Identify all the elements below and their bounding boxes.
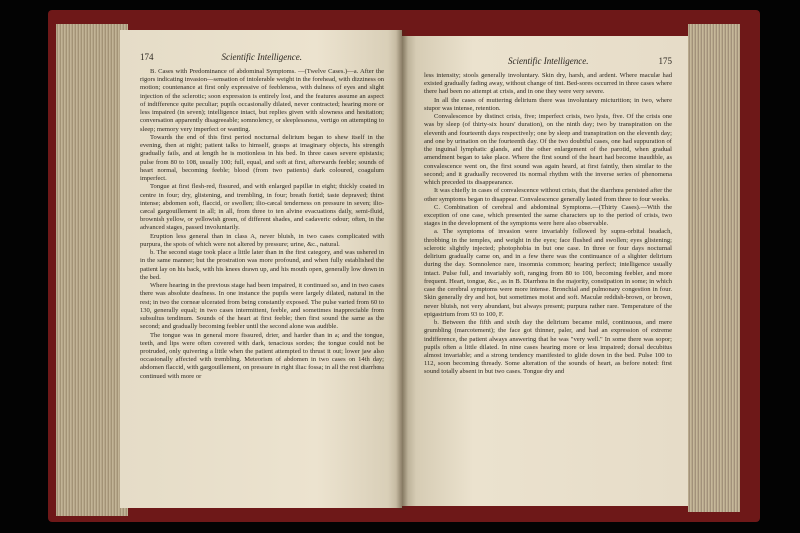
right-page (402, 36, 688, 506)
paragraph: Where hearing in the previous stage had been impaired, it continued so, and in two cases there was absolute deafness. In one instance the pupils were largely dilated, natural in the rest; in two the corneæ ulcerated from being constantly exposed. The pulse varied from 60 to 130, generally equal; in two cases intermittent, feeble, and sometimes inappreciable from subsultus tendinum. Sounds of the heart at first feeble; then first sound the same as the second; and gradually becoming feebler until the second alone was audible. (140, 282, 384, 331)
paragraph: In all the cases of muttering delirium there was involuntary micturition; in two, where stupor was intense, retention. (424, 96, 672, 112)
paragraph: b. The second stage took place a little later than in the first category, and was ushered in in the same manner; but the prostration was more profound, and when fully established the patient lay on his back, with his knees drawn up, and his mouth open, generally low down in the bed. (140, 249, 384, 281)
right-page-body (424, 72, 672, 377)
paragraph: Towards the end of this first period nocturnal delirium began to shew itself in the evening, then at night; patient talks to himself, grasps at imaginary objects, his strength gradually fails, and at length he is motionless in his bed. In three cases severe epistaxis; pulse from 80 to 108, usually 100; full, equal, and soft at first, afterwards feeble; sounds of heart normal, becoming feeble; blood (from two patients) dark coloured, coagulum imperfect. (140, 133, 384, 183)
paragraph: Eruption less general than in class A, never bluish, in two cases complicated with purpura, the spots of which were not altered by pressure; urine, &c., natural. (140, 232, 384, 248)
paragraph: C. Combination of cerebral and abdominal Symptoms.—(Thirty Cases).—With the exception of one case, which presented the same characters up to the period of crisis, two stages in the development of the symptoms were here also observable. (424, 203, 672, 228)
page-edges-right (688, 24, 740, 512)
left-page-number: 174 (140, 52, 154, 62)
left-page-body (140, 68, 384, 381)
left-page-header (140, 52, 384, 62)
right-running-head: Scientific Intelligence. (508, 56, 589, 66)
paragraph: a. The symptoms of invasion were invariably followed by supra-orbital headach, throbbing in the temples, and weight in the eyes; face flushed and swollen; eyes glistening; sclerotic slightly injected; photophobia in but one case. In three or four days nocturnal delirium gradually came on, and in a few there was the continuance of a slighter delirium during the day. Somnolence rare, insomnia common; hearing perfect; intelligence usually intact. Pulse full, and invariably soft, ranging from 80 to 100, becoming feebler, and more frequent. Heart, tongue, &c., as in B. Diarrhœa in the majority, constipation in some; in which case the cerebral symptoms were more intense. Bronchial and pulmonary congestion in four. Skin generally dry and hot, but sometimes moist and soft. Maculæ reddish-brown, or brown, never bluish, not very abundant, but always present; purpura rather rare. Temperature of the epigastrium from 93 to 100, F. (424, 228, 672, 318)
paragraph: The tongue was in general more fissured, drier, and harder than in a; and the tongue, teeth, and lips were often covered with dark, tenacious sordes; the tongue could not be protruded, only quivering a little when the patient attempted to thrust it out; lower jaw also occasionally affected with trembling. Meteorism of abdomen in two cases on 14th day; abdomen flaccid, with gargouillement, on pressure in right iliac fossa; in all the rest diarrhœa continued with more or (140, 331, 384, 380)
right-page-header (424, 56, 672, 66)
paragraph: Tongue at first flesh-red, fissured, and with enlarged papillæ in eight; thickly coated in centre in four; dry, glistening, and trembling, in four; breath fœtid; taste depraved; thirst intense; abdomen soft, flaccid, or swollen; ilio-cæcal tenderness on pressure in seven; ilio-cæcal gargouillement in all; in all, from three to ten alvine evacuations daily, semi-fluid, brownish yellow, or yellowish green, of different shades, and cadaveric odour; often, in the advanced stages, passed involuntarily. (140, 183, 384, 232)
page-edges-left (56, 24, 128, 516)
paragraph: Convalescence by distinct crisis, five; imperfect crisis, two lysis, five. Of the crisis one was by sleep (of thirty-six hours' duration), on the ninth day; two by transpiration on the eleventh and fourteenth days respectively; one by sleep and transpiration on the eleventh day; and one by urination on the fourteenth day. Of the two doubtful cases, one had suppuration of the inguinal lymphatic glands, and the other enlargement of the parotid, when gradual amendment began to take place. Where the first sound of the heart had become inaudible, as convalescence went on, the first sound was again heard, at first faintly, then similar to the second; and it gradually recovered its normal rhythm with the inverse series of phenomena which preceded its disappearance. (424, 113, 672, 187)
left-page (120, 30, 402, 508)
paragraph: B. Cases with Predominance of abdominal Symptoms. —(Twelve Cases.)—a. After the rigors indicating invasion—sensation of intolerable weight in the forehead, with dizziness on motion; countenance at first only expressive of feebleness, with dulness of eyes and slight injection of the sclerotic; soon expression is entirely lost, and the features assume an aspect of indifference quite peculiar; pupils occasionally dilated, never contracted; hearing more or less impaired (in seven); intelligence intact, but replies given with slowness and hesitation; conversation apparently disagreeable; somnolency, or sleeplessness, vertigo on attempting to sleep; memory very imperfect or wanting. (140, 68, 384, 133)
book-gutter (396, 30, 408, 510)
paragraph: It was chiefly in cases of convalescence without crisis, that the diarrhœa persisted after the other symptoms began to disappear. Convalescence generally lasted from three to four weeks. (424, 187, 672, 203)
paragraph: b. Between the fifth and sixth day the delirium became mild, continuous, and mere grumbling (marcotement); the face got thinner, paler, and had an expression of extreme indifference, the patient always answering that he was "very well." In some there was sopor; pupils often a little dilated. In nine cases hearing more or less impaired; dorsal decubitus almost invariable; and a strong tendency manifested to glide down in the bed. Pulse 100 to 112, soon becoming thready. Some alteration of the sounds of heart, as before noted: first sound totally absent in but two cases. Tongue dry and (424, 319, 672, 376)
right-page-number: 175 (658, 56, 672, 66)
left-running-head: Scientific Intelligence. (221, 52, 302, 62)
paragraph: less intensity; stools generally involuntary. Skin dry, harsh, and ardent. Where maculæ had existed gradually fading away, without change of tint. Bed-sores occurred in three cases where there had been no attempt at crisis, and in one they were very severe. (424, 72, 672, 96)
